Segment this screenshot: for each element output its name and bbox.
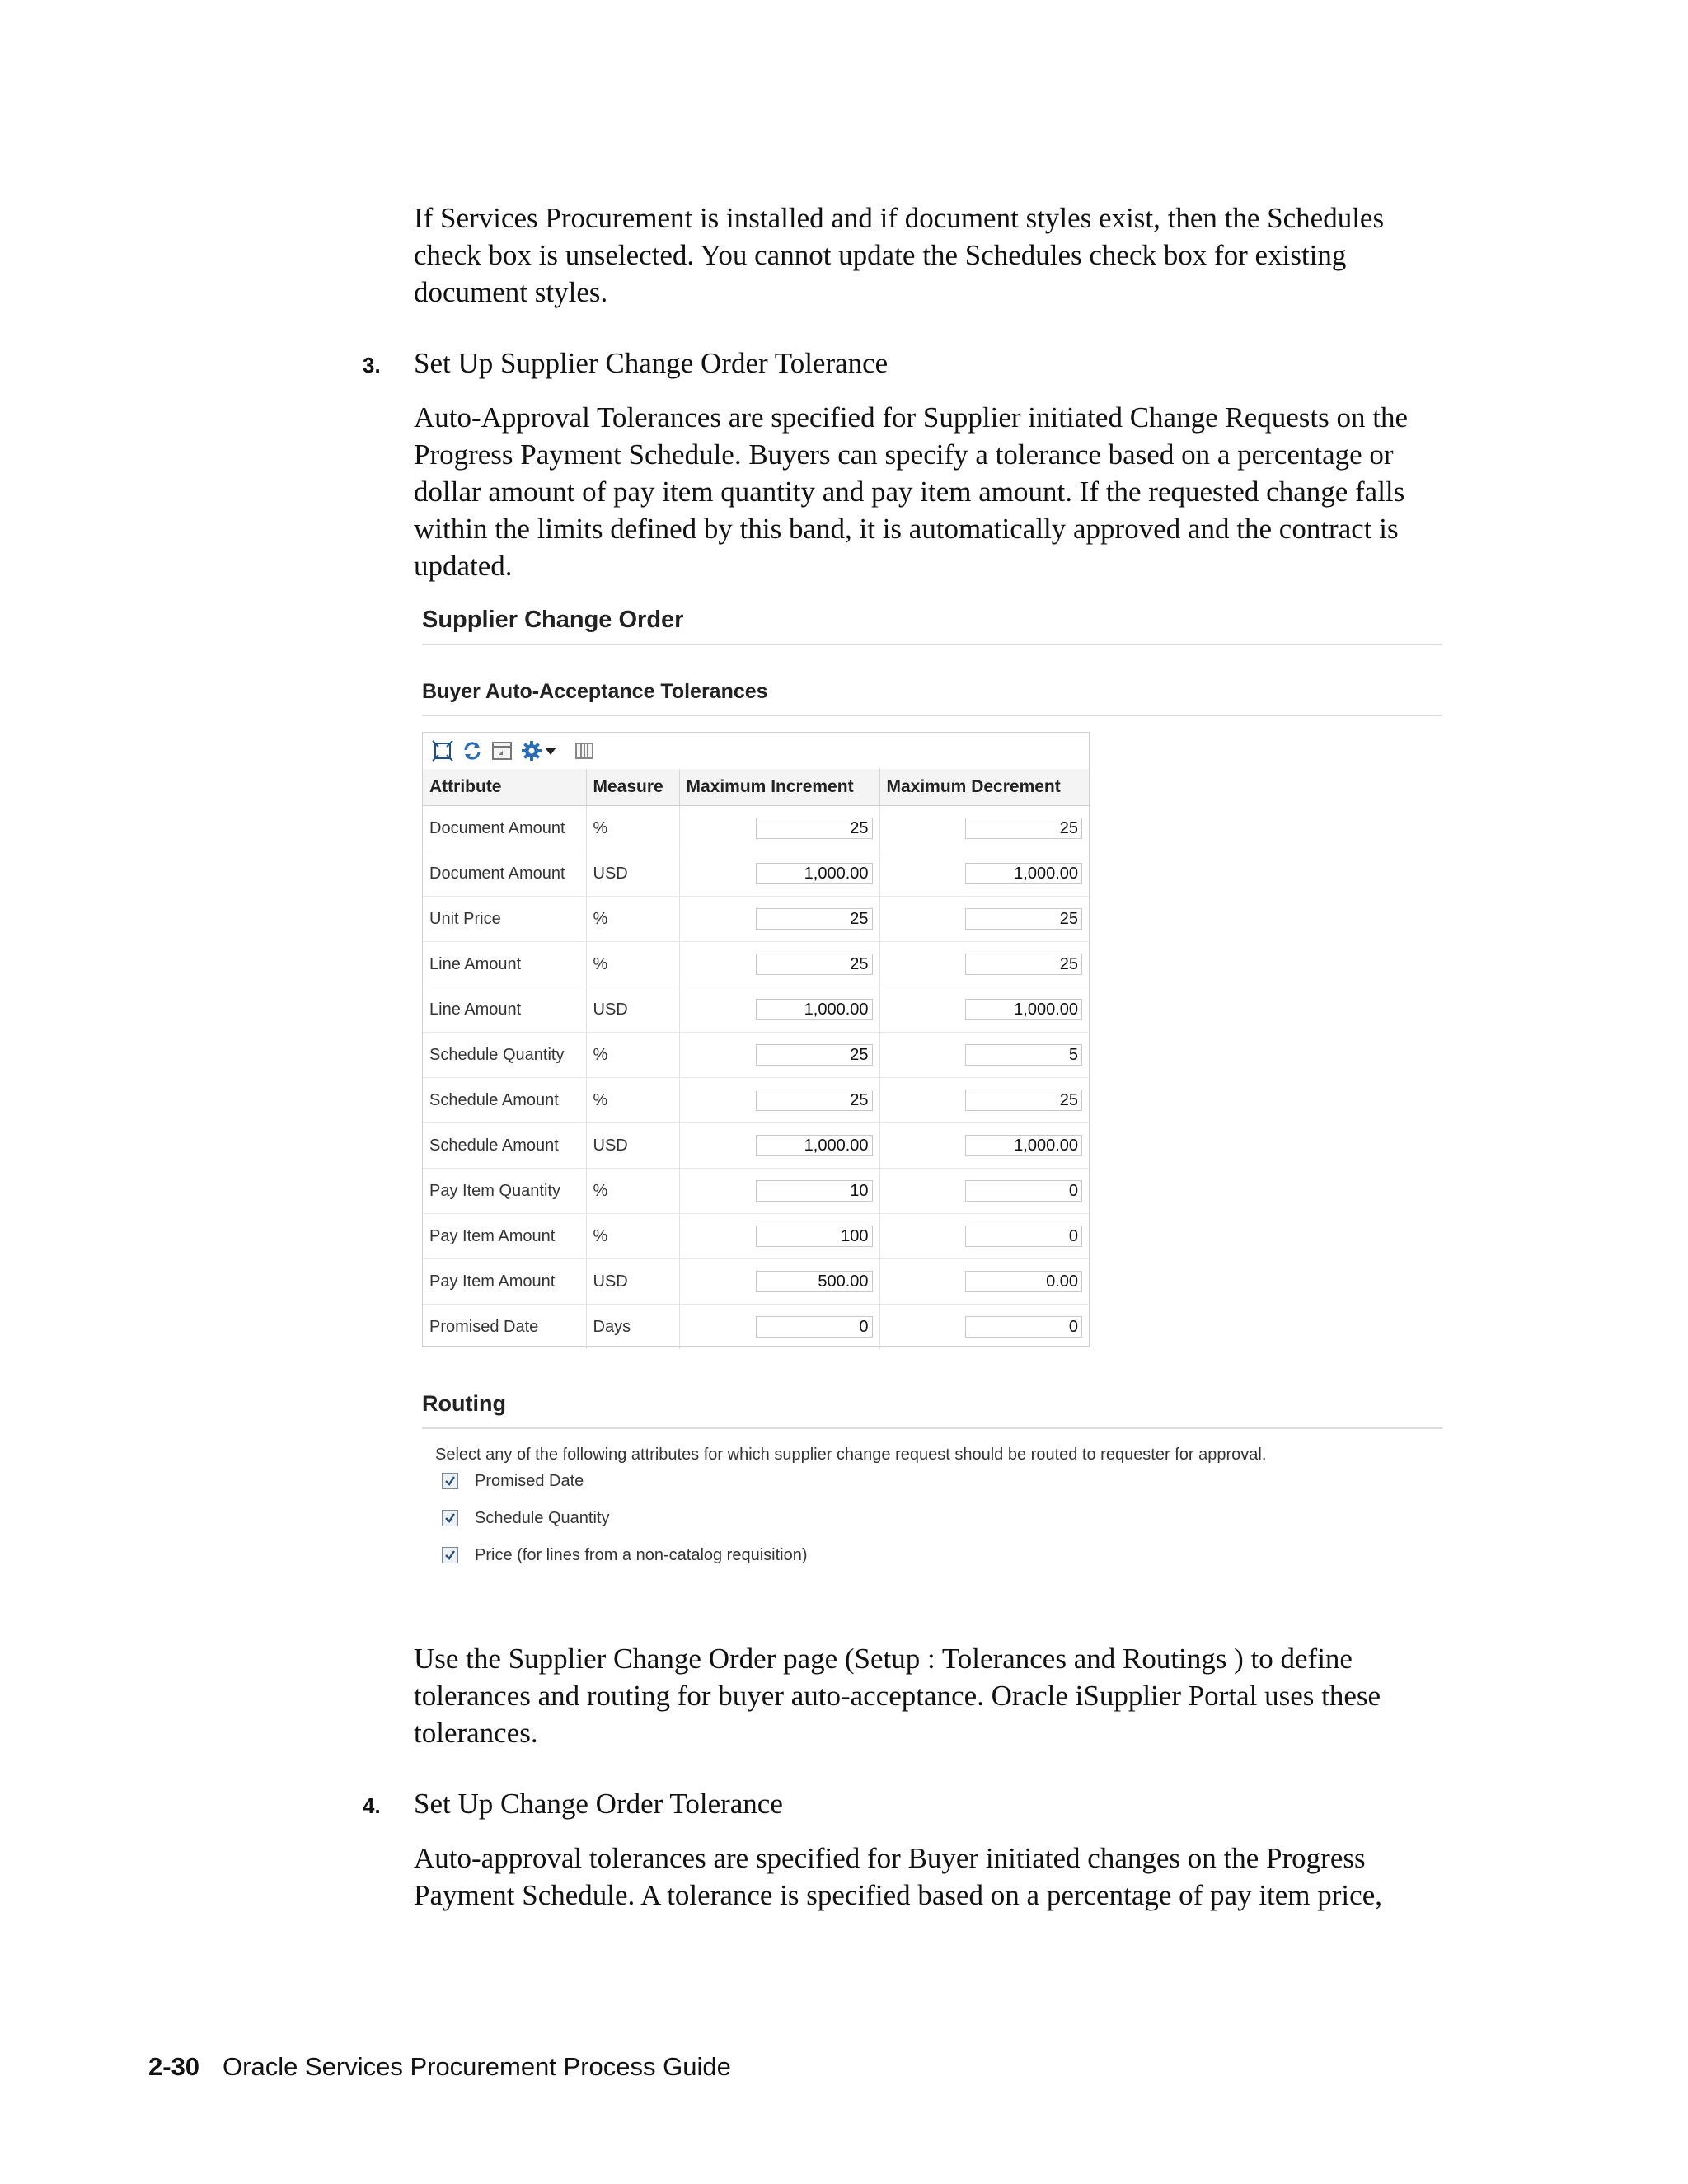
max-increment-input[interactable]: 25 xyxy=(756,1044,873,1066)
routing-note: Select any of the following attributes for which supplier change request should be routed to requester for approval. xyxy=(435,1446,1267,1464)
attribute-cell: Schedule Quantity xyxy=(423,1033,586,1078)
checkbox-label: Price (for lines from a non-catalog requisition) xyxy=(475,1545,808,1564)
max-increment-input[interactable]: 25 xyxy=(756,1090,873,1111)
max-decrement-input[interactable]: 1,000.00 xyxy=(965,863,1082,884)
title-divider xyxy=(422,644,1442,645)
column-header-maximum-increment[interactable]: Maximum Increment xyxy=(679,769,879,806)
measure-cell: USD xyxy=(586,1259,679,1305)
supplier-change-order-screenshot xyxy=(414,602,1452,1591)
attribute-cell: Schedule Amount xyxy=(423,1123,586,1169)
max-decrement-input[interactable]: 25 xyxy=(965,954,1082,975)
checkbox[interactable] xyxy=(442,1473,458,1489)
table-row xyxy=(423,1214,1089,1259)
max-increment-input[interactable]: 25 xyxy=(756,954,873,975)
max-increment-input[interactable]: 25 xyxy=(756,818,873,839)
table-row xyxy=(423,987,1089,1033)
step-4-body: Auto-approval tolerances are specified for Buyer initiated changes on the Progress Payment Schedule. A tolerance is specified based on a percentage of pay item price, xyxy=(414,1842,1382,1911)
column-header-measure[interactable]: Measure xyxy=(586,769,679,806)
page-footer xyxy=(148,2052,731,2082)
step-3-title: Set Up Supplier Change Order Tolerance xyxy=(414,347,889,379)
measure-cell: Days xyxy=(586,1305,679,1350)
measure-cell: % xyxy=(586,1078,679,1123)
table-row xyxy=(423,1169,1089,1214)
max-decrement-input[interactable]: 1,000.00 xyxy=(965,999,1082,1020)
routing-divider xyxy=(422,1427,1442,1429)
table-row xyxy=(423,806,1089,851)
step-3-body: Auto-Approval Tolerances are specified for Supplier initiated Change Requests on the Progress Payment Schedule. Buyers can specify a tolerance based on a percentage or dollar amount of pay item quantity and pay item amount. If the requested change falls within the limits defined by this band, it is automatically approved and the contract is updated. xyxy=(414,401,1408,582)
step-4-title: Set Up Change Order Tolerance xyxy=(414,1788,783,1820)
max-increment-input[interactable]: 0 xyxy=(756,1316,873,1338)
max-decrement-input[interactable]: 25 xyxy=(965,1090,1082,1111)
max-increment-input[interactable]: 100 xyxy=(756,1226,873,1247)
checkbox[interactable] xyxy=(442,1510,458,1526)
attribute-cell: Pay Item Quantity xyxy=(423,1169,586,1214)
measure-cell: % xyxy=(586,897,679,942)
table-row xyxy=(423,1305,1089,1350)
tolerances-table xyxy=(423,769,1089,1349)
routing-option-promised-date[interactable] xyxy=(442,1470,584,1492)
max-increment-input[interactable]: 25 xyxy=(756,908,873,930)
page-title: Supplier Change Order xyxy=(422,607,684,633)
attribute-cell: Pay Item Amount xyxy=(423,1259,586,1305)
attribute-cell: Line Amount xyxy=(423,987,586,1033)
max-increment-input[interactable]: 1,000.00 xyxy=(756,863,873,884)
dropdown-arrow-icon[interactable] xyxy=(543,739,558,762)
section-title: Buyer Auto-Acceptance Tolerances xyxy=(422,680,768,703)
measure-cell: USD xyxy=(586,1123,679,1169)
max-increment-input[interactable]: 500.00 xyxy=(756,1271,873,1292)
section-divider xyxy=(422,715,1442,716)
step-3-number: 3. xyxy=(363,353,381,377)
max-decrement-input[interactable]: 25 xyxy=(965,818,1082,839)
max-decrement-input[interactable]: 1,000.00 xyxy=(965,1135,1082,1156)
measure-cell: USD xyxy=(586,987,679,1033)
attribute-cell: Document Amount xyxy=(423,806,586,851)
settings-icon[interactable] xyxy=(520,739,543,762)
max-increment-input[interactable]: 1,000.00 xyxy=(756,999,873,1020)
routing-option-price[interactable] xyxy=(442,1544,808,1566)
table-row xyxy=(423,1123,1089,1169)
table-row xyxy=(423,1033,1089,1078)
columns-icon[interactable] xyxy=(573,739,596,762)
detach-icon[interactable] xyxy=(431,739,454,762)
attribute-cell: Unit Price xyxy=(423,897,586,942)
column-header-maximum-decrement[interactable]: Maximum Decrement xyxy=(879,769,1089,806)
measure-cell: % xyxy=(586,942,679,987)
max-decrement-input[interactable]: 5 xyxy=(965,1044,1082,1066)
guide-title: Oracle Services Procurement Process Guide xyxy=(223,2052,731,2081)
table-row xyxy=(423,851,1089,897)
attribute-cell: Document Amount xyxy=(423,851,586,897)
intro-paragraph: If Services Procurement is installed and if document styles exist, then the Schedules check box is unselected. You cannot update the Schedules check box for existing document styles. xyxy=(414,202,1385,308)
table-row xyxy=(423,942,1089,987)
measure-cell: % xyxy=(586,1169,679,1214)
freeze-icon[interactable] xyxy=(490,739,513,762)
checkbox-label: Schedule Quantity xyxy=(475,1508,610,1527)
step-4-number: 4. xyxy=(363,1793,381,1818)
table-row xyxy=(423,1259,1089,1305)
max-increment-input[interactable]: 10 xyxy=(756,1180,873,1202)
table-toolbar xyxy=(423,733,1089,769)
attribute-cell: Schedule Amount xyxy=(423,1078,586,1123)
table-row xyxy=(423,897,1089,942)
column-header-attribute[interactable]: Attribute xyxy=(423,769,586,806)
after-screenshot-paragraph: Use the Supplier Change Order page (Setup : Tolerances and Routings ) to define tolerances and routing for buyer auto-acceptance. Oracle iSupplier Portal uses these tolerances. xyxy=(414,1643,1381,1749)
measure-cell: USD xyxy=(586,851,679,897)
routing-title: Routing xyxy=(422,1391,506,1416)
attribute-cell: Line Amount xyxy=(423,942,586,987)
table-header-row xyxy=(423,769,1089,806)
max-decrement-input[interactable]: 0 xyxy=(965,1226,1082,1247)
max-decrement-input[interactable]: 0 xyxy=(965,1180,1082,1202)
routing-option-schedule-quantity[interactable] xyxy=(442,1507,609,1529)
attribute-cell: Pay Item Amount xyxy=(423,1214,586,1259)
measure-cell: % xyxy=(586,1214,679,1259)
attribute-cell: Promised Date xyxy=(423,1305,586,1350)
measure-cell: % xyxy=(586,806,679,851)
max-increment-input[interactable]: 1,000.00 xyxy=(756,1135,873,1156)
max-decrement-input[interactable]: 0 xyxy=(965,1316,1082,1338)
max-decrement-input[interactable]: 0.00 xyxy=(965,1271,1082,1292)
tolerances-table-panel xyxy=(422,732,1090,1347)
max-decrement-input[interactable]: 25 xyxy=(965,908,1082,930)
checkbox-label: Promised Date xyxy=(475,1471,584,1490)
checkbox[interactable] xyxy=(442,1547,458,1563)
refresh-icon[interactable] xyxy=(461,739,484,762)
measure-cell: % xyxy=(586,1033,679,1078)
page-number: 2-30 xyxy=(148,2052,200,2081)
table-row xyxy=(423,1078,1089,1123)
